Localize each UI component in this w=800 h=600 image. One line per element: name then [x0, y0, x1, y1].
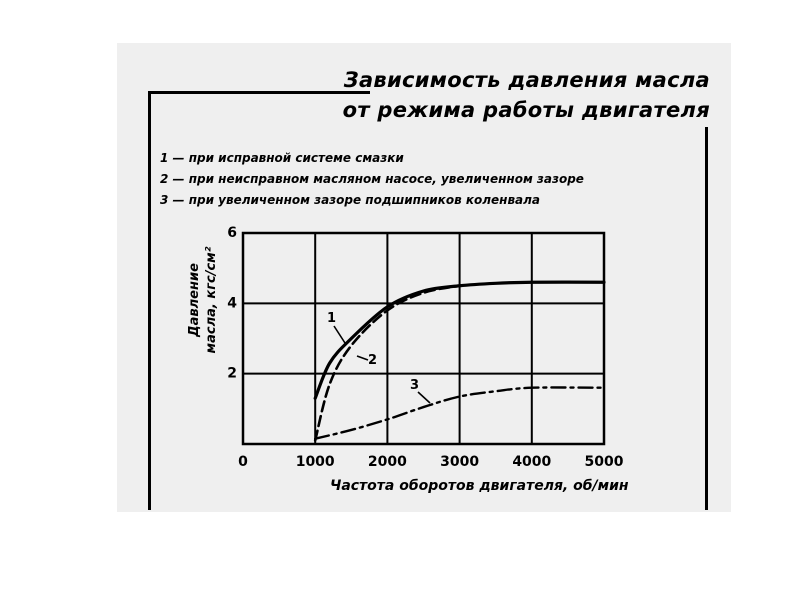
y-axis-label-line-2: масла, кгс/см² — [204, 246, 219, 354]
series-1-label: 1 — [327, 311, 337, 326]
y-axis-label-line-1: Давление — [187, 263, 202, 337]
legend-entry-1: 1 — при исправной системе смазки — [160, 151, 404, 165]
x-tick-label-0: 0 — [238, 454, 248, 470]
y-tick-label-4: 4 — [227, 295, 237, 312]
x-axis-label: Частота оборотов двигателя, об/мин — [330, 478, 629, 494]
series-2-leader-line — [357, 356, 368, 360]
x-tick-label-4000: 4000 — [512, 454, 552, 470]
plot-area-border — [243, 233, 604, 444]
legend-entry-3: 3 — при увеличенном зазоре подшипников коленвала — [160, 193, 541, 207]
y-tick-label-2: 2 — [227, 365, 237, 382]
series-1-leader-line — [334, 326, 345, 343]
x-tick-label-3000: 3000 — [440, 454, 480, 470]
chart-title-line-1: Зависимость давления масла — [343, 68, 710, 92]
y-tick-label-6: 6 — [227, 225, 237, 241]
x-tick-label-5000: 5000 — [584, 454, 624, 470]
series-3-label: 3 — [410, 378, 420, 393]
chart-title-line-2: от режима работы двигателя — [342, 98, 710, 122]
series-3-leader-line — [418, 392, 430, 403]
x-tick-label-1000: 1000 — [295, 454, 335, 470]
legend-entry-2: 2 — при неисправном масляном насосе, увеличенном зазоре — [160, 172, 584, 186]
series-2-label: 2 — [368, 353, 378, 368]
x-tick-label-2000: 2000 — [367, 454, 407, 470]
